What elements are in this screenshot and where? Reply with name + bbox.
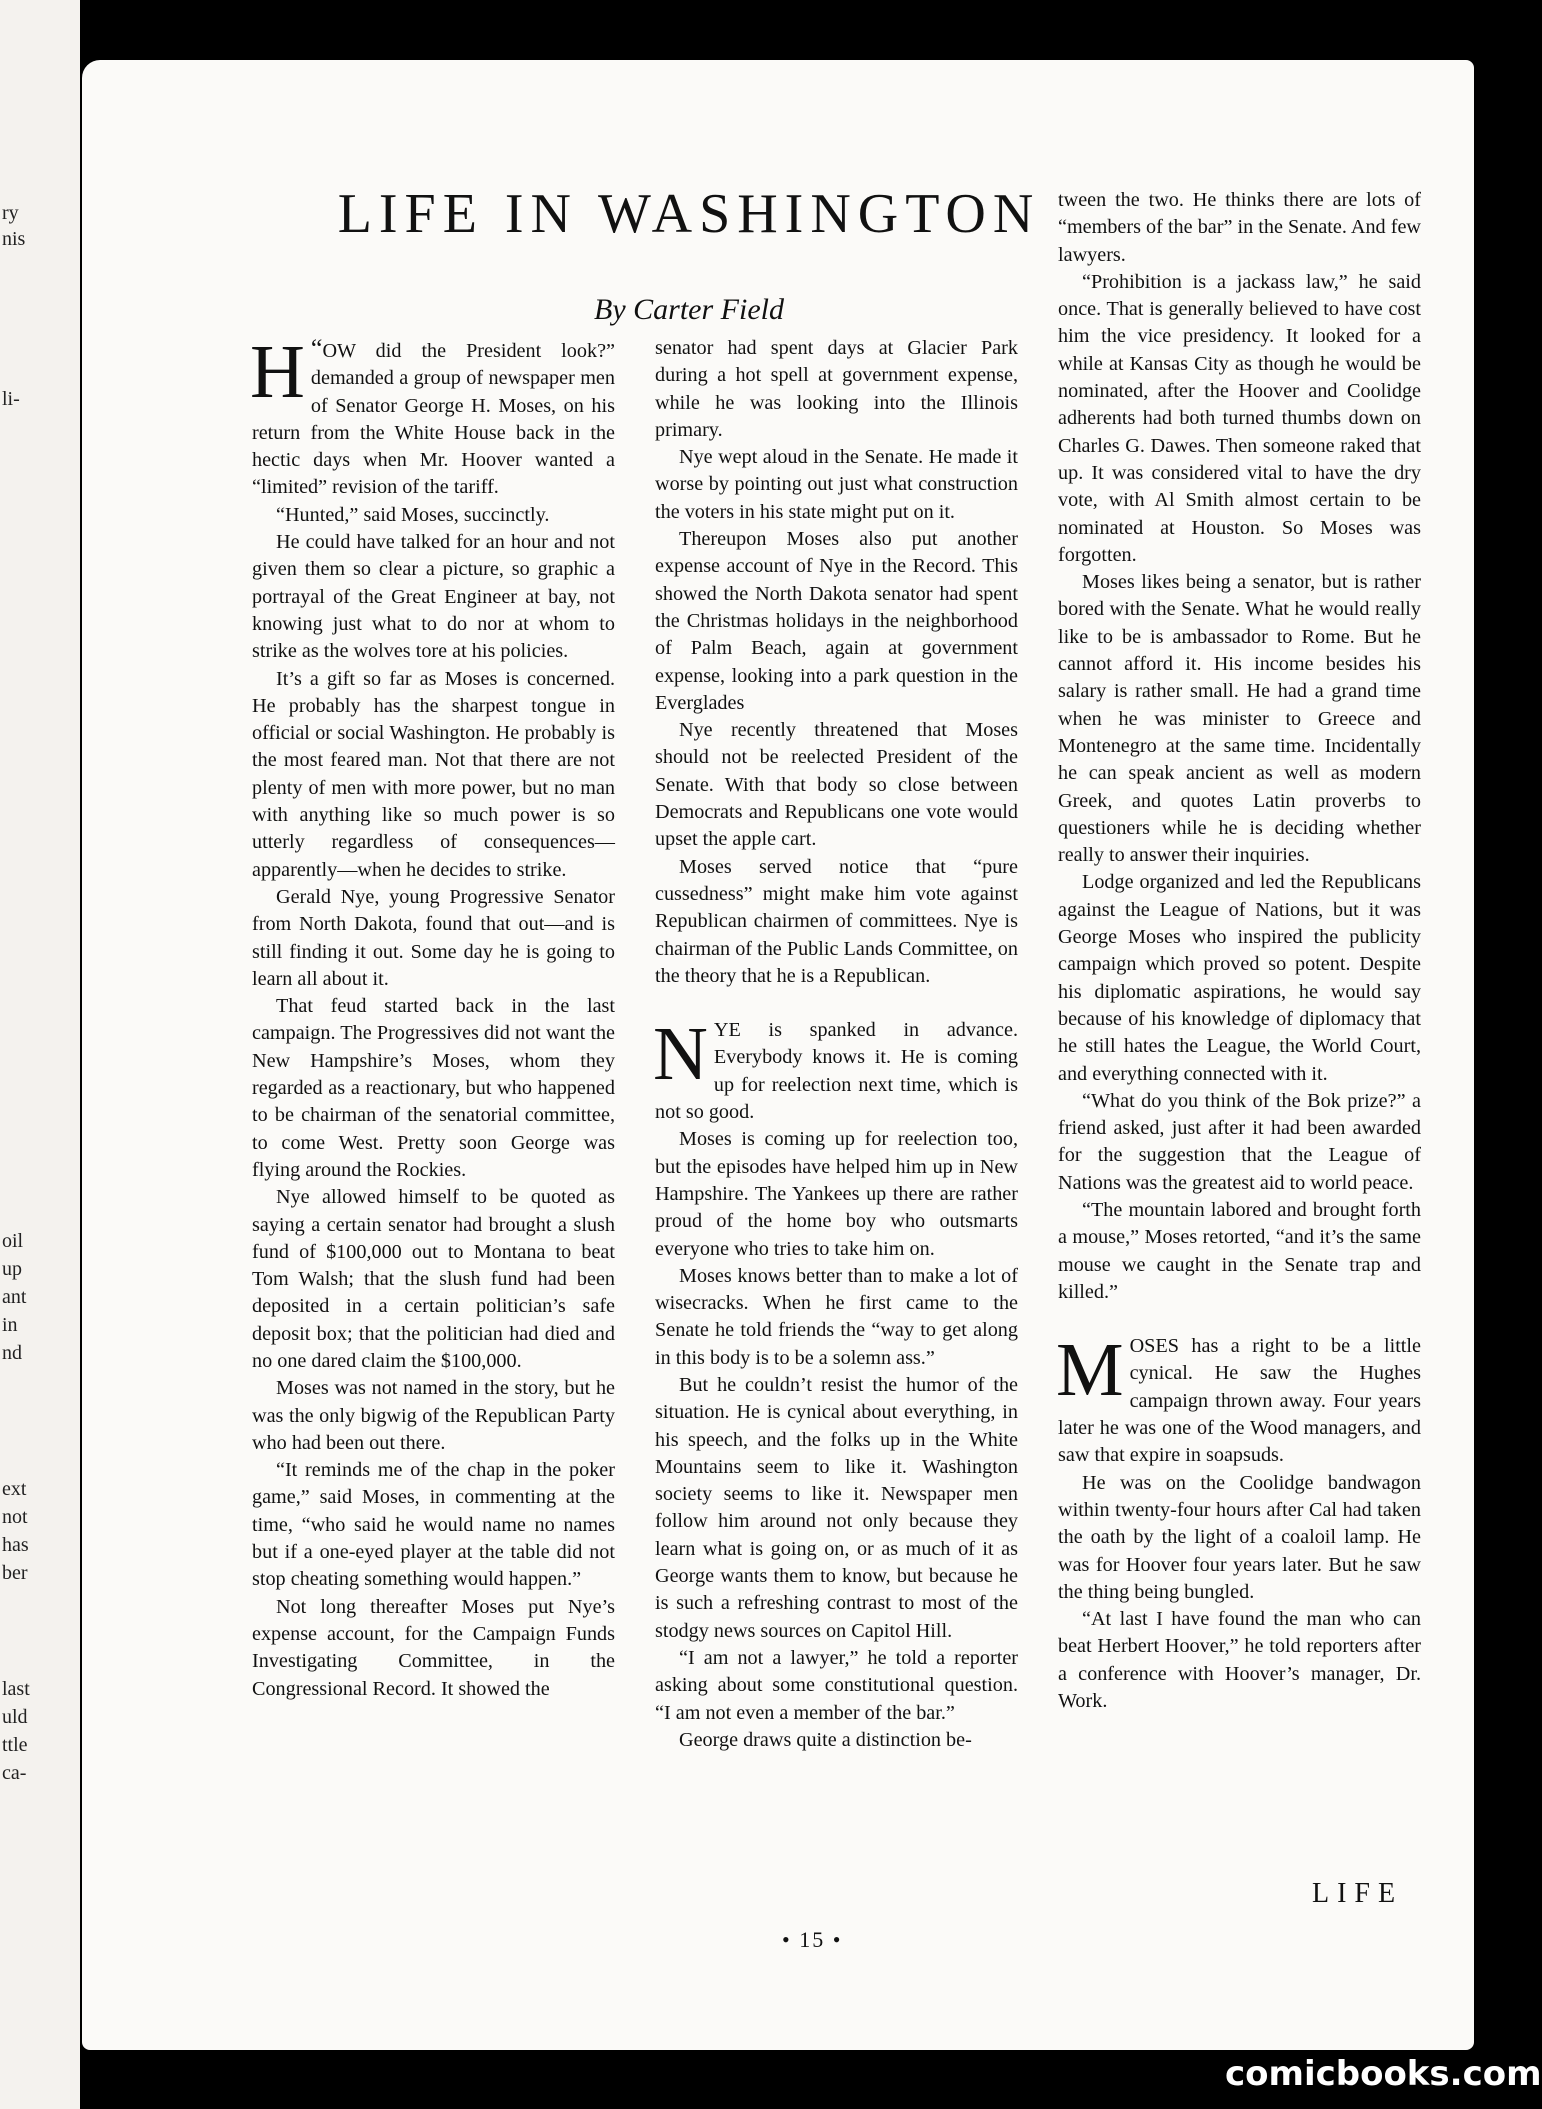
left-page-fragment: ant — [2, 1286, 27, 1308]
paragraph: Nye allowed himself to be quoted as saying a certain senator had brought a slush fund of $100,000 out to Montana to beat Tom Walsh; that the slush fund had been deposited in a certain politician’s safe deposit box; that the politician had died and no one dared claim the $100,000. — [252, 1186, 615, 1372]
paragraph: Moses knows better than to make a lot of wisecracks. When he first came to the Senate he told friends the “way to get along in this body is to be a solemn ass.” — [655, 1264, 1018, 1369]
paragraph: tween the two. He thinks there are lots of “members of the bar” in the Senate. And few lawyers. — [1058, 189, 1421, 266]
paragraph: Moses is coming up for reelection too, but the episodes have helped him up in New Hampshire. The Yankees up there are rather proud of the home boy who outsmarts everyone who tries to take him on. — [655, 1128, 1018, 1260]
left-page-fragment: up — [2, 1258, 22, 1280]
paragraph: That feud started back in the last campaign. The Progressives did not want the New Hampshire’s Moses, whom they regarded as a reactionary, but who happened to be chairman of the senatorial committee, to come West. Pretty soon George was flying around the Rockies. — [252, 995, 615, 1181]
section-start-paragraph — [1056, 1328, 1421, 1469]
paragraph: Not long thereafter Moses put Nye’s expense account, for the Campaign Funds Investigating Committee, in the Congressional Record. It showed the — [252, 1595, 615, 1700]
paragraph: Nye recently threatened that Moses should not be reelected President of the Senate. With that body so close between Democrats and Republicans one vote would upset the apple cart. — [655, 719, 1018, 851]
paragraph-text: OSES has a right to be a little cynical. He saw the Hughes campaign thrown away. Four years later he was one of the Wood managers, and saw that expire in soapsuds. — [1058, 1335, 1421, 1467]
left-page-fragment: oil — [2, 1230, 24, 1252]
paragraph: Nye wept aloud in the Senate. He made it worse by pointing out just what construction the voters in his state might put on it. — [655, 446, 1018, 523]
paragraph: But he couldn’t resist the humor of the situation. He is cynical about everything, in his speech, and the folks up in the White Mountains seem to like it. Washington society seems to like it. Newspaper men follow him around not only because they learn what is going on, or as much of it as George wants them to know, but because he is such a refreshing contrast to most of the stodgy news sources on Capitol Hill. — [655, 1373, 1018, 1642]
paragraph: “Hunted,” said Moses, succinctly. — [276, 503, 550, 526]
text-column-1 — [250, 330, 615, 1703]
left-page-fragment: ca- — [2, 1762, 27, 1784]
paragraph: Moses was not named in the story, but he was the only bigwig of the Republican Party who had been out there. — [252, 1377, 615, 1454]
left-page-edge — [0, 0, 80, 2109]
paragraph-text: YE is spanked in advance. Everybody knows it. He is coming up for reelection next time, which is not so good. — [655, 1019, 1018, 1124]
paragraph: “I am not a lawyer,” he told a reporter asking about some constitutional question. “I am not even a member of the bar.” — [655, 1646, 1018, 1724]
paragraph: Thereupon Moses also put another expense account of Nye in the Record. This showed the North Dakota senator had spent the Christmas holidays in the neighborhood of Palm Beach, again at government expense, looking into a park question in the Everglades — [655, 528, 1018, 714]
text-column-2 — [655, 335, 1018, 1754]
magazine-name: LIFE — [1312, 1878, 1404, 1909]
left-page-fragment: in — [2, 1314, 18, 1336]
left-page-fragment: last — [2, 1678, 30, 1700]
section-start-paragraph — [653, 1012, 1018, 1126]
left-page-fragment: nd — [2, 1342, 22, 1364]
paragraph: He was on the Coolidge bandwagon within twenty-four hours after Cal had taken the oath by the light of a coaloil lamp. He was for Hoover four years later. But he saw the thing being bungled. — [1058, 1471, 1421, 1603]
left-page-fragment: ber — [2, 1562, 28, 1584]
drop-cap: H — [250, 330, 305, 414]
paragraph: “It reminds me of the chap in the poker game,” said Moses, in commenting at the time, “who said he would name no names but if a one-eyed player at the table did not stop cheating something would happen.” — [252, 1459, 615, 1591]
page-number: • 15 • — [782, 1927, 843, 1952]
paragraph — [250, 330, 615, 502]
paragraph: Moses likes being a senator, but is rather bored with the Senate. What he would really like to be is ambassador to Rome. But he cannot afford it. His income besides his salary is rather small. He had a grand time when he was minister to Greece and Montenegro at the same time. Incidentally he can speak ancient as well as modern Greek, and quotes Latin proverbs to questioners while he is deciding whether really to answer their inquiries. — [1058, 571, 1421, 867]
paragraph: Moses served notice that “pure cussedness” might make him vote against Republican chairmen of committees. Nye is chairman of the Public Lands Committee, on the theory that he is a Republican. — [655, 855, 1018, 987]
paragraph: senator had spent days at Glacier Park during a hot spell at government expense, while he was looking into the Illinois primary. — [655, 337, 1018, 441]
paragraph: Lodge organized and led the Republicans against the League of Nations, but it was George Moses who inspired the publicity campaign which proved so potent. Despite his diplomatic aspirations, he would say because of his knowledge of diplomacy that he still hates the League, the World Court, and everything connected with it. — [1058, 871, 1421, 1085]
left-page-fragment: uld — [2, 1706, 28, 1728]
left-page-fragment: nis — [2, 228, 26, 250]
left-page-fragment: ttle — [2, 1734, 28, 1756]
drop-cap: N — [653, 1012, 708, 1097]
paragraph: He could have talked for an hour and not given them so clear a picture, so graphic a portrayal of the Great Engineer at bay, not knowing just what to do nor at whom to strike as the wolves tore at his policies. — [252, 531, 615, 663]
paragraph-text: OW did the President look?” demanded a group of newspaper men of Senator George H. Moses, on his return from the White House back in the hectic days when Mr. Hoover wanted a “limited” revision of the tariff. — [252, 340, 615, 499]
magazine-page — [82, 60, 1474, 2050]
paragraph: Gerald Nye, young Progressive Senator from North Dakota, found that out—and is still finding it out. Some day he is going to learn all about it. — [252, 885, 615, 990]
paragraph: “What do you think of the Bok prize?” a friend asked, just after it had been awarded for the suggestion that the League of Nations was the greatest aid to world peace. — [1058, 1089, 1421, 1194]
paragraph: It’s a gift so far as Moses is concerned. He probably has the sharpest tongue in official or social Washington. He probably is the most feared man. Not that there are not plenty of men with more power, but no man with anything like so much power is so utterly regardless of consequences—apparently—when he decides to strike. — [252, 667, 615, 881]
left-page-fragment: ext — [2, 1478, 27, 1500]
left-page-fragment: has — [2, 1534, 29, 1556]
paragraph: “At last I have found the man who can beat Herbert Hoover,” he told reporters after a conference with Hoover’s manager, Dr. Work. — [1058, 1608, 1421, 1713]
left-page-fragment: ry — [2, 202, 19, 224]
article-title: LIFE IN WASHINGTON — [337, 183, 1041, 245]
paragraph: “Prohibition is a jackass law,” he said once. That is generally believed to have cost him the vice presidency. It looked for a while at Kansas City as though he would be nominated, after the Hoover and Coolidge adherents had both turned thumbs down on Charles G. Dawes. Then someone raked that up. It was considered vital to have the dry vote, with Al Smith almost certain to be nominated at Houston. So Moses was forgotten. — [1058, 270, 1421, 566]
drop-quote: “ — [310, 334, 323, 363]
paragraph: “The mountain labored and brought forth a mouse,” Moses retorted, “and it’s the same mouse we caught in the Senate trap and killed.” — [1058, 1198, 1421, 1303]
left-page-fragment: not — [2, 1506, 28, 1528]
article-byline: By Carter Field — [594, 293, 784, 326]
text-column-3 — [1058, 187, 1421, 1715]
paragraph: George draws quite a distinction be- — [679, 1728, 972, 1751]
site-watermark: comicbooks.com — [1225, 2054, 1542, 2094]
drop-cap: M — [1056, 1328, 1124, 1413]
left-page-fragment: li- — [2, 388, 20, 410]
